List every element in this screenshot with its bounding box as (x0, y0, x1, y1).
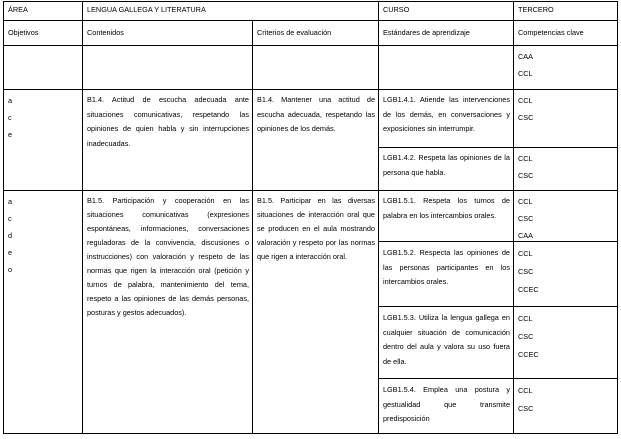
column-header-competences: Competencias clave (518, 28, 584, 37)
competence-badge: CCEC (518, 285, 539, 294)
competence-badge: CAA (518, 231, 534, 240)
objective-letter: a (8, 96, 13, 105)
objective-letter: c (8, 214, 12, 223)
standard-cell: LGB1.5.4. Emplea una postura y gestualidad que transmite predisposición (383, 385, 510, 423)
objective-letter: e (8, 248, 13, 257)
competence-badge: CSC (518, 113, 534, 122)
table-border-bottom (3, 433, 618, 434)
row-divider (378, 378, 618, 379)
competence-badge: CCEC (518, 350, 539, 359)
standard-cell: LGB1.5.1. Respeta los turnos de palabra en los intercambios orales. (383, 196, 510, 220)
table-border-left (3, 1, 4, 434)
criterion-cell: B1.4. Mantener una actitud de escucha adecuada, respetando las opiniones de los demás. (257, 95, 375, 133)
competence-badge: CCL (518, 314, 533, 323)
competence-badge: CSC (518, 214, 534, 223)
competence-badge: CSC (518, 267, 534, 276)
col-divider (82, 1, 83, 434)
competence-badge: CCL (518, 197, 533, 206)
standard-cell: LGB1.5.2. Respecta las opiniones de las personas participantes en los intercambios orales. (383, 248, 510, 286)
competence-badge: CAA (518, 52, 534, 61)
col-divider (513, 1, 514, 434)
course-label: CURSO (383, 5, 410, 14)
competence-badge: CCL (518, 386, 533, 395)
objective-letter: a (8, 197, 13, 206)
col-divider (252, 20, 253, 434)
table-border-top (3, 1, 618, 2)
competence-badge: CCL (518, 154, 533, 163)
row-divider (3, 89, 618, 90)
column-header-standards: Estándares de aprendizaje (383, 28, 470, 37)
column-header-criteria: Criterios de evaluación (257, 28, 332, 37)
standard-cell: LGB1.5.3. Utiliza la lengua gallega en cualquier situación de comunicación dentro del aula y valora su uso fuera de ella. (383, 313, 510, 366)
objective-letter: d (8, 231, 13, 240)
criterion-cell: B1.5. Participar en las diversas situaciones de interacción oral que se producen en el aula mostrando valoración y respeto por las normas que rigen a interacción oral. (257, 196, 375, 261)
row-divider (3, 190, 618, 191)
row-divider (3, 45, 618, 46)
area-value: LENGUA GALLEGA Y LITERATURA (87, 5, 206, 14)
standard-cell: LGB1.4.2. Respeta las opiniones de la persona que habla. (383, 153, 510, 177)
content-cell: B1.5. Participación y cooperación en las situaciones comunicativas (expresiones espontáneas, informaciones, conversaciones reguladoras de la convivencia, discusiones o instrucciones) con valoración y respeto de las normas que rigen la interacción oral (petición y turnos de palabra, mantenimiento del tema, respeto a las opiniones de las demás personas, posturas y gestos adecuados). (87, 196, 249, 317)
content-cell: B1.4. Actitud de escucha adecuada ante situaciones comunicativas, respetando las opiniones de quien habla y sin interrupciones inadecuadas. (87, 95, 249, 148)
competence-badge: CCL (518, 96, 533, 105)
competence-badge: CSC (518, 171, 534, 180)
competence-badge: CCL (518, 249, 533, 258)
row-divider (378, 241, 618, 242)
course-value: TERCERO (518, 5, 554, 14)
column-header-contents: Contenidos (87, 28, 124, 37)
col-divider (378, 1, 379, 434)
standard-cell: LGB1.4.1. Atiende las intervenciones de los demás, en conversaciones y exposiciones sin interrumpir. (383, 95, 510, 133)
area-label: ÁREA (8, 5, 28, 14)
objective-letter: e (8, 130, 13, 139)
column-header-objectives: Objetivos (8, 28, 39, 37)
table-border-right (617, 1, 618, 434)
row-divider (378, 147, 618, 148)
objective-letter: o (8, 265, 13, 274)
objective-letter: c (8, 113, 12, 122)
competence-badge: CSC (518, 332, 534, 341)
competence-badge: CSC (518, 404, 534, 413)
row-divider (3, 20, 618, 21)
row-divider (378, 306, 618, 307)
competence-badge: CCL (518, 69, 533, 78)
